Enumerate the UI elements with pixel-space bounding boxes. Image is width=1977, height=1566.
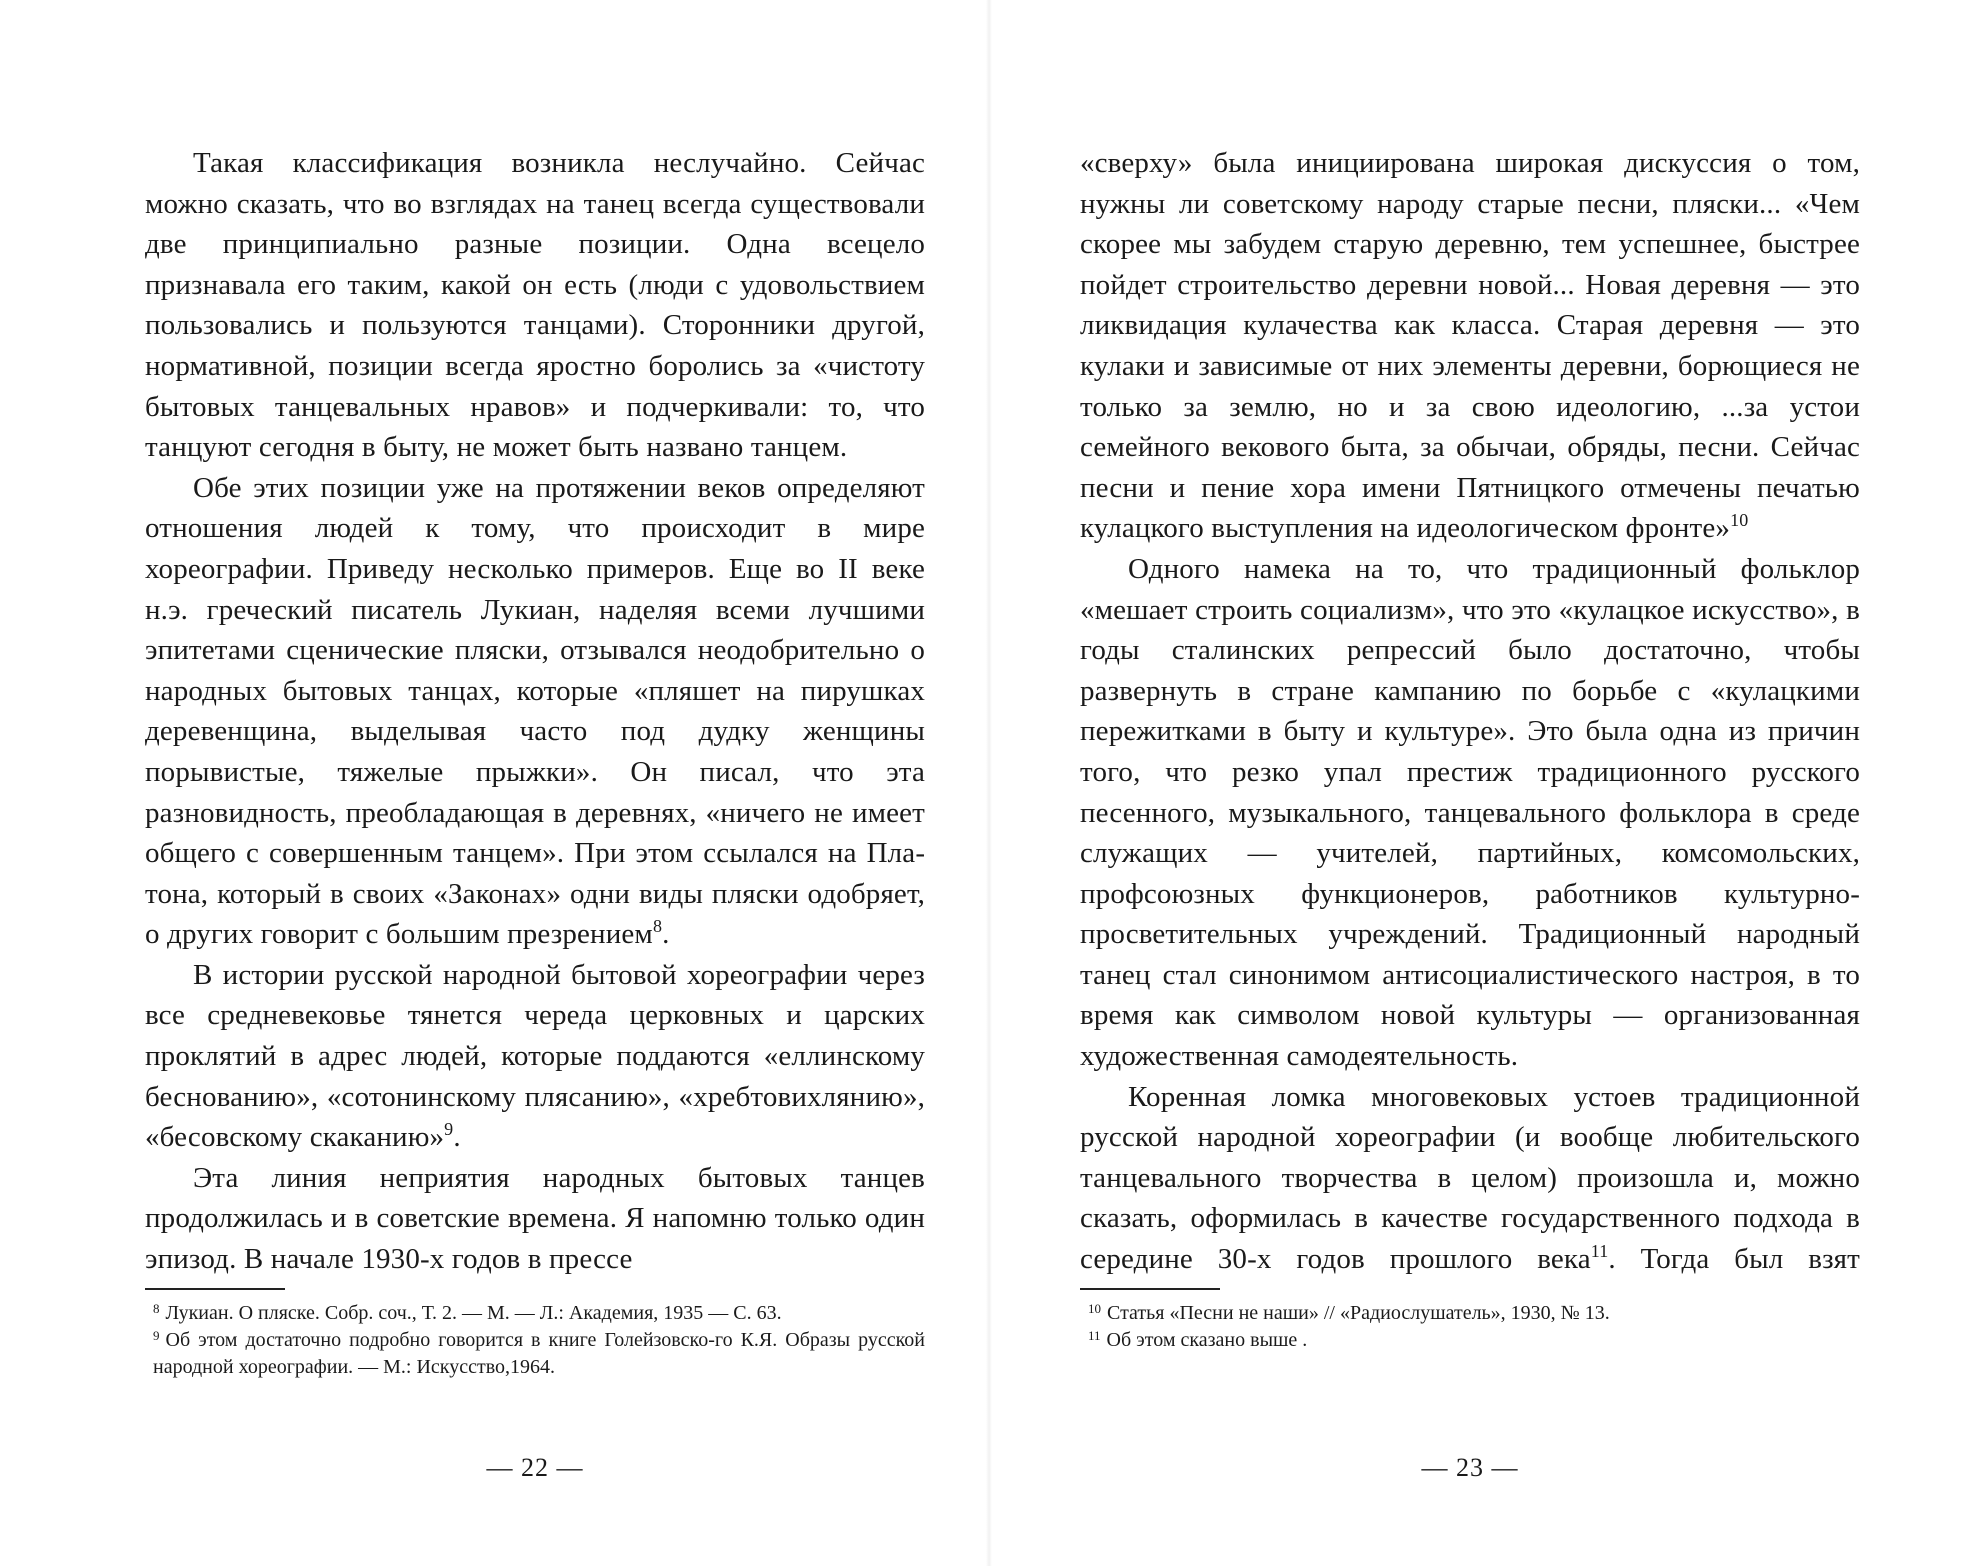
- left-page-body: [145, 143, 925, 1278]
- footnote-number: 9: [153, 1328, 160, 1343]
- footnotes: [1080, 1288, 1860, 1354]
- footnote-number: 10: [1088, 1301, 1101, 1316]
- paragraph: Эта линия неприятия народных бытовых танцев продолжилась и в советские времена. Я напомню только один эпизод. В начале 1930-х годов в прессе: [145, 1161, 925, 1276]
- left-page: [145, 143, 925, 1482]
- footnote-ref[interactable]: 10: [1730, 510, 1749, 531]
- paragraph: Коренная ломка многовековых устоев традиционной русской народной хореографии (и вообще любительского танцевального творчества в целом) произошла и, можно сказать, оформилась в качестве государственного подхода в середине 30-х годов прошлого века$^{11}$. Тогда был взят: [1080, 1080, 1860, 1276]
- right-page: [1080, 143, 1860, 1482]
- right-page-body: [1080, 143, 1860, 1278]
- paragraph: «сверху» была инициирована широкая дискуссия о том, нужны ли советскому народу старые песни, пляски... «Чем скорее мы забудем старую деревню, тем успешнее, быстрее пойдет строительство деревни новой... Новая деревня — это ликвидация кулачества как класса. Старая деревня — это кулаки и зависимые от них элементы деревни, борющиеся не только за землю, но и за свою идеологию, ...за устои семейного векового быта, за обычаи, обряды, песни. Сейчас песни и пение хора имени Пятницкого отмечены печатью кулацкого выступления на идеологическом фронте»$^{10}$: [1080, 147, 1860, 545]
- footnote: $^{11}$ Об этом сказано выше .: [1088, 1328, 1308, 1351]
- page-number: — 23 —: [1421, 1453, 1519, 1482]
- footnotes: [145, 1288, 925, 1381]
- footnote-ref[interactable]: 11: [1590, 1241, 1609, 1262]
- paragraph: В истории русской народной бытовой хореографии через все средневековье тянется череда церковных и царских проклятий в адрес людей, которые поддаются «еллинскому беснованию», «сотонинскому плясанию», «хребтовихлянию», «бесовскому скаканию»$^9$.: [145, 958, 925, 1154]
- footnote: $^9$ Об этом достаточно подробно говорится в книге Голейзовско-го К.Я. Образы русской народной хореографии. — М.: Искусство,1964.: [153, 1328, 925, 1378]
- footnote-ref[interactable]: 8: [652, 916, 663, 937]
- paragraph: Одного намека на то, что традиционный фольклор «мешает строить социализм», что это «кулацкое искусство», в годы сталинских репрессий было достаточно, чтобы развернуть в стране кампанию по борьбе с «кулацкими пережитками в быту и культуре». Это была одна из причин того, что резко упал престиж традиционного русского песенного, музыкального, танцевального фольклора в среде служащих — учителей, партийных, комсомольских, профсоюзных функционеров, работников культурно-просветительных учреждений. Традиционный народный танец стал синонимом антисоциалистического настроя, в то время как символом новой культуры — организованная художественная самодеятельность.: [1080, 552, 1860, 1073]
- paragraph: Обе этих позиции уже на протяжении веков определяют отношения людей к тому, что происходит в мире хореографии. Приведу несколько примеров. Еще во II веке н.э. греческий писатель Лукиан, наделяя всеми лучшими эпитетами сценические пляски, отзывался неодобрительно о народных бытовых танцах, которые «пляшет на пирушках деревенщина, выделывая часто под дудку женщины порывистые, тяжелые прыжки». Он писал, что эта разновидность, преобладающая в деревнях, «ничего не имеет общего с совершенным танцем». При этом ссылался на Платона, который в своих «Законах» одни виды пляски одобряет, о других говорит с большим презрением$^8$.: [145, 471, 925, 951]
- footnote-ref[interactable]: 9: [444, 1119, 454, 1140]
- book-gutter: [986, 0, 992, 1566]
- footnote-rule: [1080, 1288, 1220, 1290]
- footnote-rule: [145, 1288, 285, 1290]
- paragraph: Такая классификация возникла неслучайно. Сейчас можно сказать, что во взглядах на танец всегда существовали две принципиально разные позиции. Одна всецело признавала его таким, какой он есть (люди с удовольствием пользовались и пользуются танцами). Сторонники другой, нормативной, позиции всегда яростно боролись за «чистоту бытовых танцевальных нравов» и подчеркивали: то, что танцуют сегодня в быту, не может быть названо танцем.: [145, 147, 925, 464]
- footnote-number: 8: [153, 1301, 160, 1316]
- footnote: $^8$ Лукиан. О пляске. Собр. соч., Т. 2. — М. — Л.: Академия, 1935 — С. 63.: [153, 1301, 782, 1324]
- page-number: — 22 —: [486, 1453, 584, 1482]
- footnote: $^{10}$ Статья «Песни не наши» // «Радиослушатель», 1930, № 13.: [1088, 1301, 1610, 1324]
- footnote-number: 11: [1088, 1328, 1101, 1343]
